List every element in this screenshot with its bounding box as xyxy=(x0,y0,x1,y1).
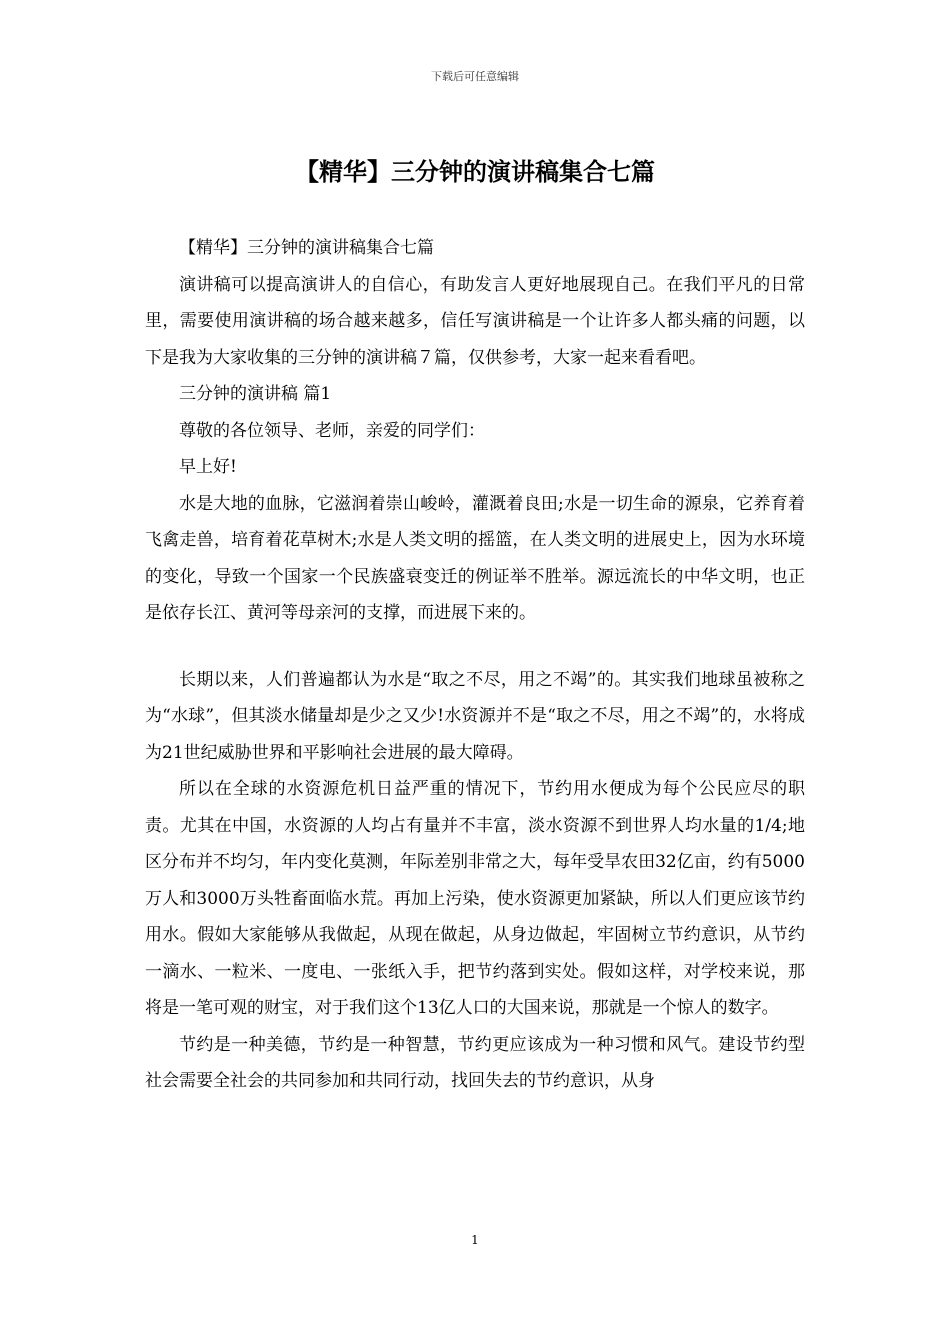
header-note: 下载后可任意编辑 xyxy=(431,70,519,83)
paragraph-intro: 演讲稿可以提高演讲人的自信心，有助发言人更好地展现自己。在我们平凡的日常里，需要使用演讲稿的场合越来越多，信任写演讲稿是一个让许多人都头痛的问题，以下是我为大家收集的三分钟的演讲稿７篇，仅供参考，大家一起来看看吧。 xyxy=(145,274,805,368)
paragraph-save-water: 所以在全球的水资源危机日益严重的情况下，节约用水便成为每个公民应尽的职责。尤其在中国，水资源的人均占有量并不丰富，淡水资源不到世界人均水量的1/4;地区分布并不均匀，年内变化莫测，年际差别非常之大，每年受旱农田32亿亩，约有5000万人和3000万头牲畜面临水荒。再加上污染，使水资源更加紧缺，所以人们更应该节约用水。假如大家能够从我做起，从现在做起，从身边做起，牢固树立节约意识，从节约一滴水、一粒米、一度电、一张纸入手，把节约落到实处。假如这样，对学校来说，那将是一笔可观的财宝，对于我们这个13亿人口的大国来说，那就是一个惊人的数字。 xyxy=(145,779,805,1018)
page-number: 1 xyxy=(471,1233,479,1247)
paragraph-water-scarcity: 长期以来，人们普遍都认为水是“取之不尽，用之不竭”的。其实我们地球虽被称之为“水球”，但其淡水储量却是少之又少!水资源并不是“取之不尽，用之不竭”的，水将成为21世纪威胁世界和平影响社会进展的最大障碍。 xyxy=(145,669,805,763)
paragraph-subtitle: 【精华】三分钟的演讲稿集合七篇 xyxy=(179,238,434,258)
paragraph-thrift-virtue: 节约是一种美德，节约是一种智慧，节约更应该成为一种习惯和风气。建设节约型社会需要全社会的共同参加和共同行动，找回失去的节约意识，从身 xyxy=(145,1034,805,1091)
document-body xyxy=(145,230,805,1100)
paragraph-section-heading: 三分钟的演讲稿 篇1 xyxy=(179,384,332,404)
document-title: 【精华】三分钟的演讲稿集合七篇 xyxy=(295,158,655,186)
paragraph-water-lifeblood: 水是大地的血脉，它滋润着崇山峻岭，灌溉着良田;水是一切生命的源泉，它养育着飞禽走兽，培育着花草树木;水是人类文明的摇篮，在人类文明的进展史上，因为水环境的变化，导致一个国家一个民族盛衰变迁的例证举不胜举。源远流长的中华文明，也正是依存长江、黄河等母亲河的支撑，而进展下来的。 xyxy=(145,493,805,623)
paragraph-salutation: 尊敬的各位领导、老师，亲爱的同学们： xyxy=(179,420,485,441)
paragraph-greeting: 早上好! xyxy=(179,457,237,477)
